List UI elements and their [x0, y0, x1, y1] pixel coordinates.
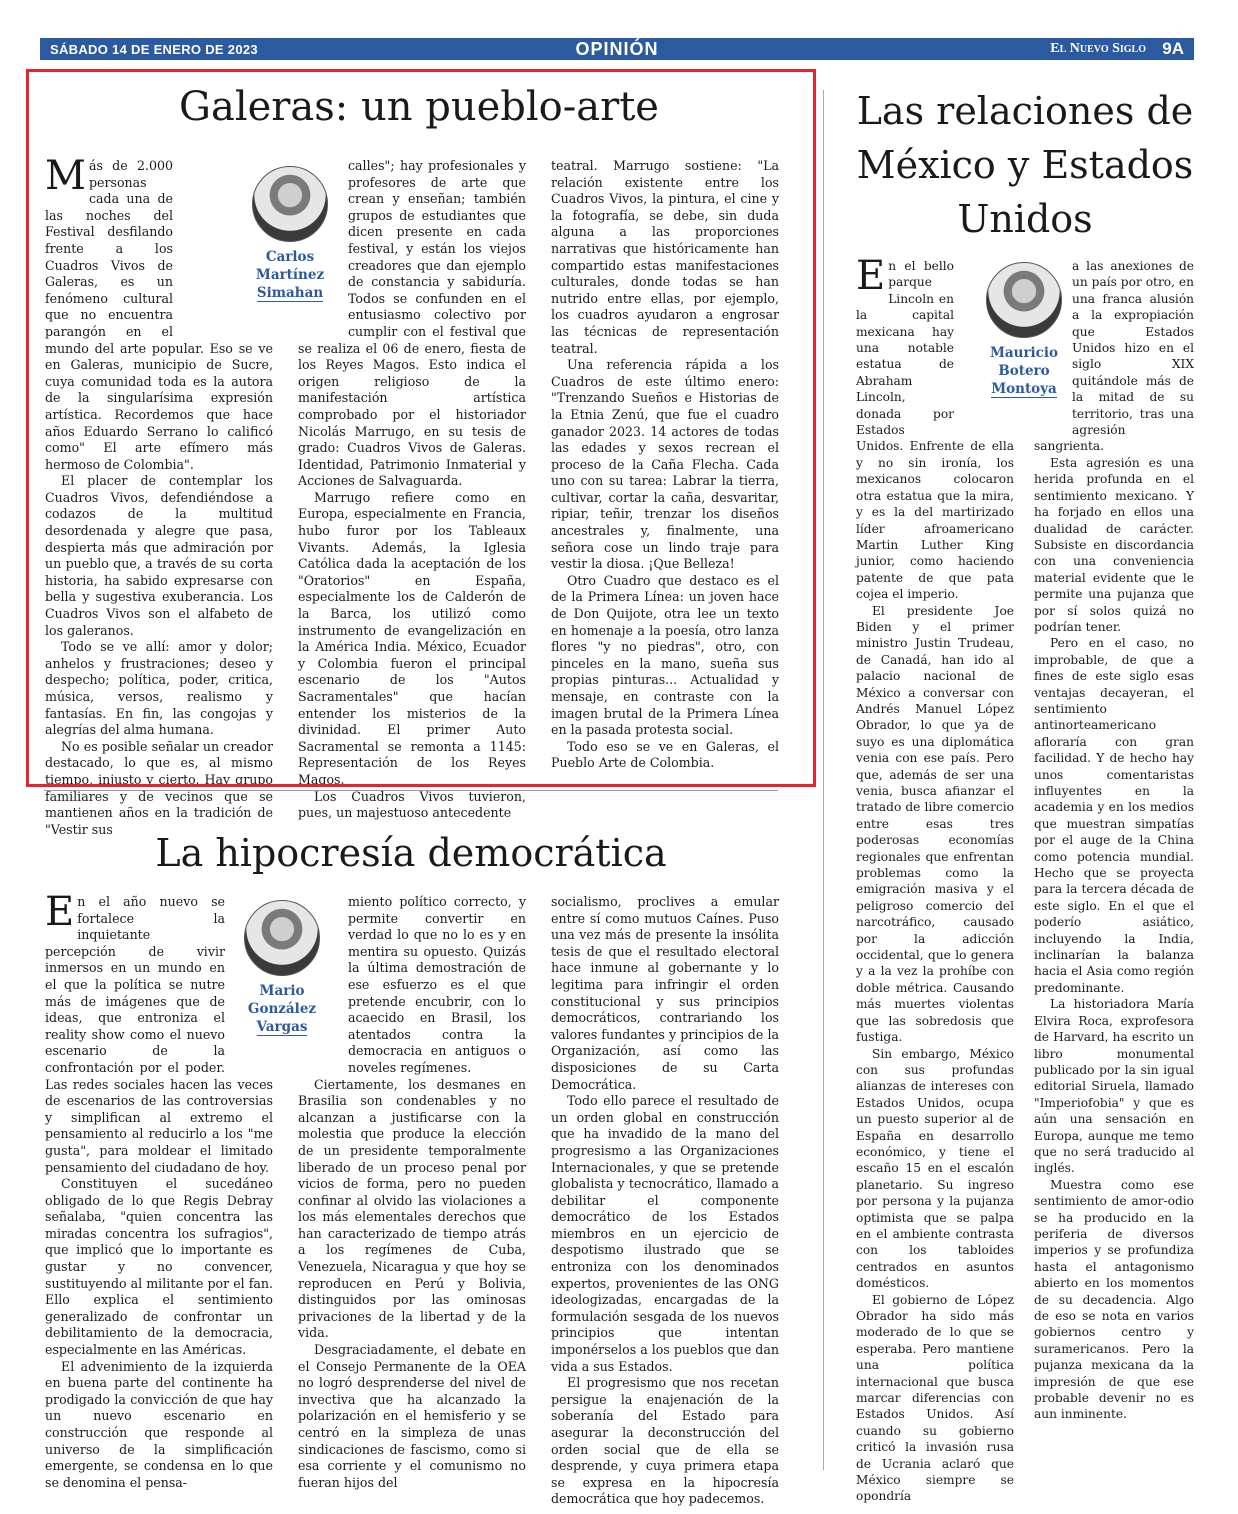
paragraph: Los Cuadros Vivos tuvieron, pues, un majestuoso antecedente — [298, 788, 526, 821]
author-byline: Carlos Martínez Simahan — [244, 166, 336, 302]
headline: Galeras: un pueblo-arte — [179, 84, 659, 130]
paragraph: El gobierno de López Obrador ha sido más moderado de lo que se esperaba. Pero mantiene una política internacional que busca marcar diferencias con Estados Unidos. Así cuando su gobierno criticó la invasión rusa de Ucrania aclaró que México siempre se opondría — [856, 1292, 1014, 1504]
paragraph: Todo se ve allí: amor y dolor; anhelos y frustraciones; deseo y despecho; política, poder, critica, música, versos, realismo y fantasías. En fin, las congojas y alegrías del alma humana. — [45, 639, 273, 738]
article-column-2 — [1034, 258, 1194, 1468]
masthead — [40, 38, 1194, 60]
headline: La hipocresía democrática — [155, 831, 667, 875]
paragraph: Pero en el caso, no improbable, de que a fines de este siglo esas ventajas decayeran, el sentimiento antinorteamericano afloraría con gran facilidad. Y de hecho hay unos comentaristas influyentes en la academia y en los medios que muestran simpatías por el auge de la China como potencia mundial. Hecho que se proyecta para la tercera década de este siglo. En el que el poderío asiático, incluyendo la India, inclinarían la balanza hacia el Asia como región predominante. — [1034, 636, 1194, 995]
paragraph: n el año nuevo se fortalece la inquietante percepción de vivir inmersos en un mundo en el que la política se nutre más de imágenes que de ideas, que entroniza el reality show como el nuevo escenario de la confrontación por el poder. Las redes sociales hacen las veces de escenarios de las controversias y simplifican al extremo el pensamiento al reducirlo a los "me gusta", para moldear el limitado pensamiento del ciudadano de hoy. — [45, 894, 273, 1175]
paragraph: Desgraciadamente, el debate en el Consejo Permanente de la OEA no logró desprenderse del nivel de invectiva que ha alcanzado la polarización en el hemisferio y se centró en la simpleza de unas sindicaciones de fascismo, como si esa corriente y el comunismo no fueran hijos del — [298, 1342, 526, 1490]
section-title: OPINIÓN — [575, 38, 659, 59]
paragraph: El placer de contemplar los Cuadros Vivos, defendiéndose a codazos de la multitud desordenada y alegre que pasa, despierta más que admiración por un pueblo que, a través de su corta historia, ha sabido expresarse con bella y sugestiva exuberancia. Los Cuadros Vivos son el alfabeto de los galeranos. — [45, 473, 273, 638]
paragraph: Todo ello parece el resultado de un orden global en construcción que ha invadido de la mano del progresismo a las Organizaciones Internacionales, y que se pretende globalista y tecnocrático, llamado a debilitar el componente democrático de los Estados miembros en un ejercicio de despotismo ilustrado que se entroniza con los denominados expertos, provenientes de las ONG ideologizadas, encargadas de la formulación sesgada de los nuevos principios que intentan imponérselos a los pueblos que dan vida a sus Estados. — [551, 1093, 779, 1374]
article-column-3 — [551, 894, 779, 1507]
article-column-1: Más de 2.000 personas cada una de las noches del Festival desfilando frente a los Cuadros Vivos de Galeras, es un fenómeno cultural que no encuentra parangón en el mundo del arte popular. Eso se ve en Galeras, municipio de Sucre, cuya comunidad toda es la autora de la singularísima expresión artística. Recordemos que hace años Eduardo Serrano lo calificó como" El arte efímero más hermoso de Colombia". El placer de contemplar los Cuadros Vivos, defendiéndose a codazos de la multitud desordenada y alegre que pasa, despierta más que admiración por un pueblo que, a través de su corta historia, ha sabido expresarse con bella y sugestiva exuberancia. Los Cuadros Vivos son el alfabeto de los galeranos. Todo se ve allí: amor y dolor; anhelos y frustraciones; deseo y despecho; política, poder, critica, música, versos, realismo y fantasías. En fin, las congojas y alegrías del alma humana. No es posible señalar un creador destacado, lo que es, al mismo tiempo, injusto y cierto. Hay grupo familiares y de vecinos que se mantienen años en la tradición de "Vestir sus — [45, 153, 273, 837]
paragraph: La historiadora María Elvira Roca, exprofesora de Harvard, ha escrito un libro monumental publicado por la sin igual editorial Siruela, llamado "Imperiofobia" y que es aún una sensación en Europa, aunque me temo que no será traducido al inglés. — [1034, 997, 1194, 1176]
paragraph: Ciertamente, los desmanes en Brasilia son condenables y no alcanzan a justificarse con la molestia que produce la elección de un presidente temporalmente liberado de un proceso penal por vicios de forma, pero no pueden confinar al olvido las violaciones a los más elementales derechos que han caracterizado de tiempo atrás a los regímenes de Cuba, Venezuela, Nicaragua y que hoy se reproducen en Perú y Bolivia, distinguidos por las ominosas privaciones de la libertad y de la vida. — [298, 1076, 526, 1341]
paragraph: Marrugo refiere como en Europa, especialmente en Francia, hubo furor por los Tableaux Vivants. Además, la Iglesia Católica dada la aceptación de los "Oratorios" en España, especialmente los de Calderón de la Barca, los utilizó como instrumento de evangelización en la América India. México, Ecuador y Colombia fueron el principal escenario de los "Autos Sacramentales" que hacían entender los misterios de la divinidad. El primer Auto Sacramental se remonta a 1145: Representación de los Reyes Magos. — [298, 489, 526, 787]
paragraph: socialismo, proclives a emular entre sí como mutuos Caínes. Puso una vez más de presente la insólita tesis de que el resultado electoral hace inmune al gobernante y lo legitima para infringir el orden constitucional y sus principios democráticos, contrariando los valores fundantes y principios de la Organización, así como las disposiciones de su Carta Democrática. — [551, 894, 779, 1092]
paragraph: Sin embargo, México con sus profundas alianzas de intereses con Estados Unidos, ocupa un puesto superior al de España en desarrollo económico, y tiene el escaño 15 en el escalón planetario. Su ingreso por persona y la pujanza optimista que se palpa en el ambiente contrasta con los tabloides centrados en asuntos domésticos. — [856, 1046, 1014, 1291]
paragraph: Constituyen el sucedáneo obligado de lo que Regis Debray señalaba, "quien concentra las miradas concentra los sufragios", que implicó que lo importante es gustar y no convencer, sustituyendo al militante por el fan. Ello explica el sentimiento generalizado de confrontar un debilitamiento de la democracia, especialmente en las Américas. — [45, 1176, 273, 1358]
paragraph: teatral. Marrugo sostiene: "La relación existente entre los Cuadros Vivos, la pintura, el cine y la fotografía, se debe, sin duda alguna a las proporciones narrativas que históricamente han compartido estas manifestaciones culturales, donde todas se han nutrido entre ellas, por ejemplo, los cuadros ayudaron a engrosar las técnicas de representación teatral. — [551, 158, 779, 356]
article-column-1: En el bello parque Lincoln en la capital mexicana hay una notable estatua de Abraham Lincoln, donada por Estados Unidos. Enfrente de ella y no sin ironía, los mexicanos colocaron otra estatua que la mira, y es la del martirizado líder afroamericano Martin Luther King junior, como haciendo patente de que pata cojea el imperio. El presidente Joe Biden y el primer ministro Justin Trudeau, de Canadá, han ido al palacio nacional de México a conversar con Andrés Manuel López Obrador, lo que ya de suyo es una diplomática venia con ese país. Pero que, además de ser una venia, busca afianzar el tratado de libre comercio entre esas tres poderosas economías regionales que enfrentan problemas como la emigración masiva y el peligroso comercio del narcotráfico, causado por la adicción occidental, que lo genera y a la vez la prohíbe con doble métrica. Causando más muertes violentas que las sobredosis que fustiga. Sin embargo, México con sus profundas alianzas de intereses con Estados Unidos, ocupa un puesto superior al de España en desarrollo económico, y tiene el escaño 15 en el escalón planetario. Su ingreso por persona y la pujanza optimista que se palpa en el ambiente contrasta con los tabloides centrados en asuntos domésticos. El gobierno de López Obrador ha sido más moderado de lo que se esperaba. Pero mantiene una política internacional que busca marcar diferencias con Estados Unidos. Así cuando su gobierno criticó la invasión rusa de Ucrania aclaró que México siempre se opondría — [856, 253, 1014, 1504]
paragraph: Una referencia rápida a los Cuadros de este último enero: "Trenzando Sueños e Historias de la Etnia Zenú, que fue el cuadro ganador 2023. 14 actores de todas las edades y sexos recrean el proceso de la Caña Flecha. Cada uno con su tarea: Labrar la tierra, cultivar, cortar la caña, desvaritar, ripiar, teñir, trenzar los diseños ancestrales y, finalmente, una señora cose un lindo traje para vestir la diosa. ¡Que Belleza! — [551, 357, 779, 572]
paragraph: El progresismo que nos recetan persigue la enajenación de la soberanía del Estado para asegurar la deconstrucción del orden social que de ella se desprende, y cuya primera etapa se expresa en la hipocresía democrática que hoy padecemos. — [551, 1375, 779, 1507]
paragraph: El presidente Joe Biden y el primer ministro Justin Trudeau, de Canadá, han ido al palacio nacional de México a conversar con Andrés Manuel López Obrador, lo que ya de suyo es una diplomática venia con ese país. Pero que, además de ser una venia, busca afianzar el tratado de libre comercio entre esas tres poderosas economías regionales que enfrentan problemas como la emigración masiva y el peligroso comercio del narcotráfico, causado por la adicción occidental, que lo genera y a la vez la prohíbe con doble métrica. Causando más muertes violentas que las sobredosis que fustiga. — [856, 603, 1014, 1045]
author-byline: Mauricio Botero Montoya — [978, 262, 1070, 398]
author-byline: Mario González Vargas — [236, 900, 328, 1036]
paragraph: No es posible señalar un creador destacado, lo que es, al mismo tiempo, injusto y cierto. Hay grupo familiares y de vecinos que se mantienen años en la tradición de "Vestir sus — [45, 738, 273, 837]
paragraph: El advenimiento de la izquierda en buena parte del continente ha prodigado la convicción de que hay un nuevo escenario en construcción que responde al universo de la simplificación emergente, se condensa en lo que se denomina el pensa- — [45, 1358, 273, 1490]
paragraph: ás de 2.000 personas cada una de las noches del Festival desfilando frente a los Cuadros Vivos de Galeras, es un fenómeno cultural que no encuentra parangón en el mundo del arte popular. Eso se ve en Galeras, municipio de Sucre, cuya comunidad toda es la autora de la singularísima expresión artística. Recordemos que hace años Eduardo Serrano lo calificó como" El arte efímero más hermoso de Colombia". — [45, 158, 273, 472]
paragraph: miento político correcto, y permite convertir en verdad lo que no lo es y en mentira su opuesto. Quizás la última demostración de ese esfuerzo es el que pretende encubrir, con lo acaecido en Brasil, los atentados contra la democracia en antiguos o noveles regímenes. — [348, 894, 526, 1075]
article-column-2 — [298, 894, 526, 1490]
paragraph: calles"; hay profesionales y profesores de arte que crean y enseñan; también grupos de estudiantes que dicen presente en cada festival, y están los viejos creadores que dan ejemplo de constancia y sabiduría. Todos se confunden en el entusiasmo colectivo por cumplir con el festival que se realiza el 06 de enero, fiesta de los Reyes Magos. Esto indica el origen religioso de la manifestación artística comprobado por el historiador Nicolás Marrugo, en su tesis de grado: Cuadros Vivos de Galeras. Identidad, Patrimonio Inmaterial y Acciones de Salvaguarda. — [298, 158, 526, 489]
headline: Las relaciones de México y Estados Unidos — [856, 89, 1194, 241]
column-divider — [823, 90, 824, 1470]
article-column-1: En el año nuevo se fortalece la inquietante percepción de vivir inmersos en un mundo en el que la política se nutre más de imágenes que de ideas, que entroniza el reality show como el nuevo escenario de la confrontación por el poder. Las redes sociales hacen las veces de escenarios de las controversias y simplifican al extremo el pensamiento al reducirlo a los "me gusta", para moldear el limitado pensamiento del ciudadano de hoy. Constituyen el sucedáneo obligado de lo que Regis Debray señalaba, "quien concentra las miradas concentra los sufragios", que implicó que lo importante es gustar y no convencer, sustituyendo al militante por el fan. Ello explica el sentimiento generalizado de confrontar un debilitamiento de la democracia, especialmente en las Américas. El advenimiento de la izquierda en buena parte del continente ha prodigado la convicción de que hay un nuevo escenario en construcción que responde al universo de la simplificación emergente, se condensa en lo que se denomina el pensa- — [45, 889, 273, 1490]
paragraph: n el bello parque Lincoln en la capital mexicana hay una notable estatua de Abraham Lincoln, donada por Estados Unidos. Enfrente de ella y no sin ironía, los mexicanos colocaron otra estatua que la mira, y es la del martirizado líder afroamericano Martin Luther King junior, como haciendo patente de que pata cojea el imperio. — [856, 259, 1014, 602]
newspaper-name: El Nuevo Siglo — [1050, 41, 1146, 56]
paragraph: Todo eso se ve en Galeras, el Pueblo Arte de Colombia. — [551, 738, 779, 771]
paragraph: Otro Cuadro que destaco es el de la Primera Línea: un joven hace de Don Quijote, otra lee un texto en homenaje a la poesía, otro lanza flores "y no piedras", otro, con pinceles en la mano, sueña sus propias pinturas... Actualidad y mensaje, en contraste con la imagen brutal de la Primera Línea en la pasada protesta social. — [551, 572, 779, 738]
issue-date: SÁBADO 14 DE ENERO DE 2023 — [50, 41, 258, 57]
page-number: 9A — [1162, 39, 1184, 58]
paragraph: Muestra como ese sentimiento de amor-odio se ha producido en la periferia de diversos imperios y se profundiza hasta el antagonismo abierto en los momentos de su decadencia. Algo de eso se nota en varios gobiernos centro y suramericanos. Pero la pujanza mexicana da la impresión de que ese probable devenir no es aun inminente. — [1034, 1177, 1194, 1422]
paragraph: Esta agresión es una herida profunda en el sentimiento mexicano. Y ha forjado en ellos una dualidad de carácter. Subsiste en discordancia con una conveniencia material evidente que le permite una pujanza que por sí solos quizá no podrían tener. — [1034, 455, 1194, 634]
paragraph: a las anexiones de un país por otro, en una franca alusión a la expropiación que Estados Unidos hizo en el siglo XIX quitándole más de la mitad de su territorio, tras una agresión sangrienta. — [1034, 259, 1194, 454]
